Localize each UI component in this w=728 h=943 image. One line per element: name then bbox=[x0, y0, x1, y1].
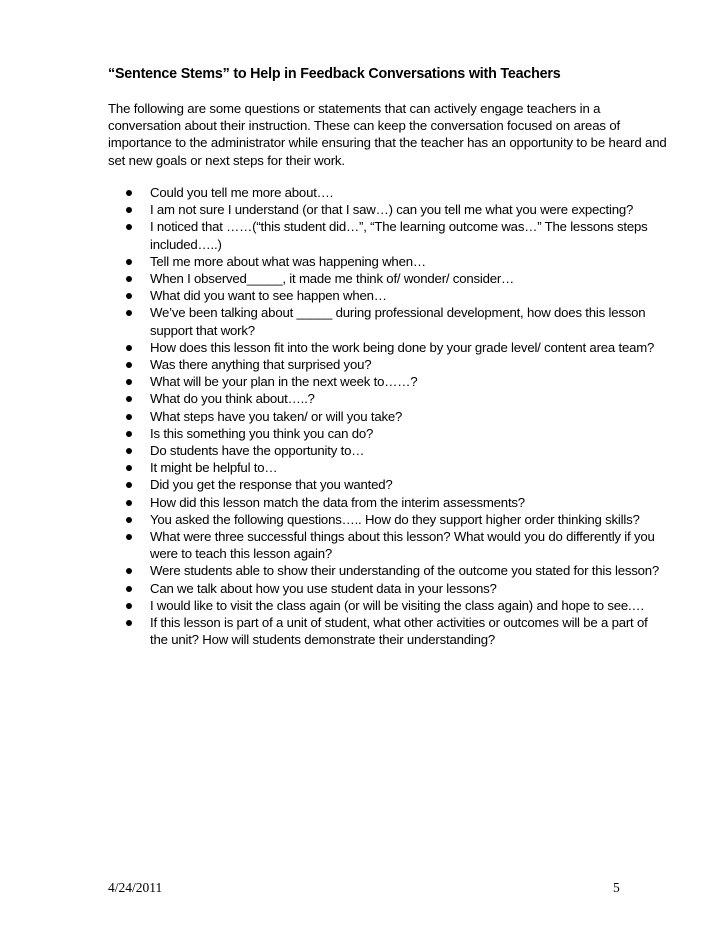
sentence-stems-list bbox=[126, 184, 660, 648]
list-item-line: Can we talk about how you use student data in your lessons? bbox=[150, 580, 497, 596]
bullet-icon bbox=[126, 379, 132, 385]
list-item bbox=[126, 339, 655, 356]
list-item-text bbox=[150, 511, 640, 528]
list-item-line: What will be your plan in the next week to……? bbox=[150, 374, 418, 390]
bullet-icon bbox=[126, 568, 132, 574]
list-item-text bbox=[150, 373, 636, 390]
list-item bbox=[126, 459, 636, 476]
document-title: “Sentence Stems” to Help in Feedback Conversations with Teachers bbox=[108, 66, 561, 82]
bullet-icon bbox=[126, 190, 132, 196]
list-item-text bbox=[150, 459, 636, 476]
bullet-icon bbox=[126, 310, 132, 316]
intro-paragraph bbox=[108, 100, 667, 169]
page-number: 5 bbox=[613, 880, 620, 895]
list-item-line: I noticed that ……(“this student did…”, “The learning outcome was…” The lessons steps bbox=[150, 219, 648, 235]
list-item-text bbox=[150, 356, 636, 373]
list-item bbox=[126, 408, 636, 425]
list-item-line: We’ve been talking about _____ during professional development, how does this lesson bbox=[150, 305, 646, 321]
bullet-icon bbox=[126, 482, 132, 488]
intro-line: importance to the administrator while ensuring that the teacher has an opportunity to be heard and bbox=[108, 135, 667, 151]
list-item-line: When I observed_____, it made me think of/ wonder/ consider… bbox=[150, 271, 515, 287]
bullet-icon bbox=[126, 603, 132, 609]
list-item bbox=[126, 356, 636, 373]
list-item bbox=[126, 184, 636, 201]
list-item-text bbox=[150, 425, 636, 442]
bullet-icon bbox=[126, 224, 132, 230]
bullet-icon bbox=[126, 362, 132, 368]
list-item-line: Do students have the opportunity to… bbox=[150, 443, 365, 459]
list-item bbox=[126, 425, 636, 442]
bullet-icon bbox=[126, 534, 132, 540]
list-item-text bbox=[150, 562, 660, 579]
list-item-line: You asked the following questions….. How do they support higher order thinking skills? bbox=[150, 511, 640, 527]
list-item bbox=[126, 476, 636, 493]
bullet-icon bbox=[126, 207, 132, 213]
list-item bbox=[126, 580, 636, 597]
list-item-text bbox=[150, 253, 636, 270]
list-item-text bbox=[150, 218, 648, 252]
list-item-line: Was there anything that surprised you? bbox=[150, 357, 372, 373]
list-item bbox=[126, 218, 648, 252]
bullet-icon bbox=[126, 620, 132, 626]
list-item-line: support that work? bbox=[150, 322, 255, 338]
list-item-line: included…..) bbox=[150, 236, 222, 252]
list-item bbox=[126, 287, 636, 304]
list-item-line: were to teach this lesson again? bbox=[150, 546, 333, 562]
bullet-icon bbox=[126, 293, 132, 299]
list-item-line: How does this lesson fit into the work being done by your grade level/ content area team? bbox=[150, 339, 655, 355]
list-item-line: What do you think about…..? bbox=[150, 391, 315, 407]
list-item bbox=[126, 597, 645, 614]
list-item-line: Were students able to show their understanding of the outcome you stated for this lesson? bbox=[150, 563, 660, 579]
list-item-line: Tell me more about what was happening when… bbox=[150, 253, 426, 269]
list-item bbox=[126, 390, 636, 407]
list-item bbox=[126, 562, 660, 579]
bullet-icon bbox=[126, 517, 132, 523]
list-item-line: Is this something you think you can do? bbox=[150, 425, 374, 441]
bullet-icon bbox=[126, 448, 132, 454]
list-item bbox=[126, 614, 648, 648]
bullet-icon bbox=[126, 276, 132, 282]
list-item-text bbox=[150, 580, 636, 597]
footer-date: 4/24/2011 bbox=[108, 880, 163, 895]
list-item-line: the unit? How will students demonstrate their understanding? bbox=[150, 632, 496, 648]
list-item-line: If this lesson is part of a unit of student, what other activities or outcomes will be a part of bbox=[150, 615, 648, 631]
list-item-line: Did you get the response that you wanted? bbox=[150, 477, 393, 493]
list-item-line: It might be helpful to… bbox=[150, 460, 278, 476]
list-item bbox=[126, 253, 636, 270]
intro-line: set new goals or next steps for their work. bbox=[108, 152, 345, 168]
list-item-text bbox=[150, 614, 648, 648]
bullet-icon bbox=[126, 586, 132, 592]
list-item-text bbox=[150, 408, 636, 425]
list-item-text bbox=[150, 528, 655, 562]
list-item-text bbox=[150, 494, 636, 511]
list-item-line: What were three successful things about this lesson? What would you do differently if you bbox=[150, 529, 655, 545]
list-item-line: I am not sure I understand (or that I saw…) can you tell me what you were expecting? bbox=[150, 202, 634, 218]
list-item-text bbox=[150, 201, 636, 218]
bullet-icon bbox=[126, 345, 132, 351]
list-item-line: How did this lesson match the data from the interim assessments? bbox=[150, 494, 525, 510]
list-item bbox=[126, 373, 636, 390]
list-item-text bbox=[150, 390, 636, 407]
list-item-line: What steps have you taken/ or will you take? bbox=[150, 408, 403, 424]
list-item bbox=[126, 494, 636, 511]
list-item-text bbox=[150, 597, 645, 614]
intro-line: conversation about their instruction. These can keep the conversation focused on areas of bbox=[108, 118, 621, 134]
list-item-text bbox=[150, 442, 636, 459]
list-item-line: I would like to visit the class again (or will be visiting the class again) and hope to see.… bbox=[150, 597, 645, 613]
list-item-text bbox=[150, 476, 636, 493]
list-item bbox=[126, 528, 655, 562]
list-item-text bbox=[150, 287, 636, 304]
bullet-icon bbox=[126, 500, 132, 506]
list-item bbox=[126, 270, 636, 287]
bullet-icon bbox=[126, 259, 132, 265]
bullet-icon bbox=[126, 396, 132, 402]
bullet-icon bbox=[126, 414, 132, 420]
bullet-icon bbox=[126, 431, 132, 437]
list-item-text bbox=[150, 184, 636, 201]
bullet-icon bbox=[126, 465, 132, 471]
list-item-line: What did you want to see happen when… bbox=[150, 288, 387, 304]
list-item-text bbox=[150, 304, 646, 338]
intro-line: The following are some questions or statements that can actively engage teachers in a bbox=[108, 101, 601, 116]
list-item bbox=[126, 511, 640, 528]
list-item bbox=[126, 304, 646, 338]
list-item bbox=[126, 201, 636, 218]
list-item-text bbox=[150, 270, 636, 287]
list-item-text bbox=[150, 339, 655, 356]
list-item-line: Could you tell me more about…. bbox=[150, 185, 334, 200]
list-item bbox=[126, 442, 636, 459]
